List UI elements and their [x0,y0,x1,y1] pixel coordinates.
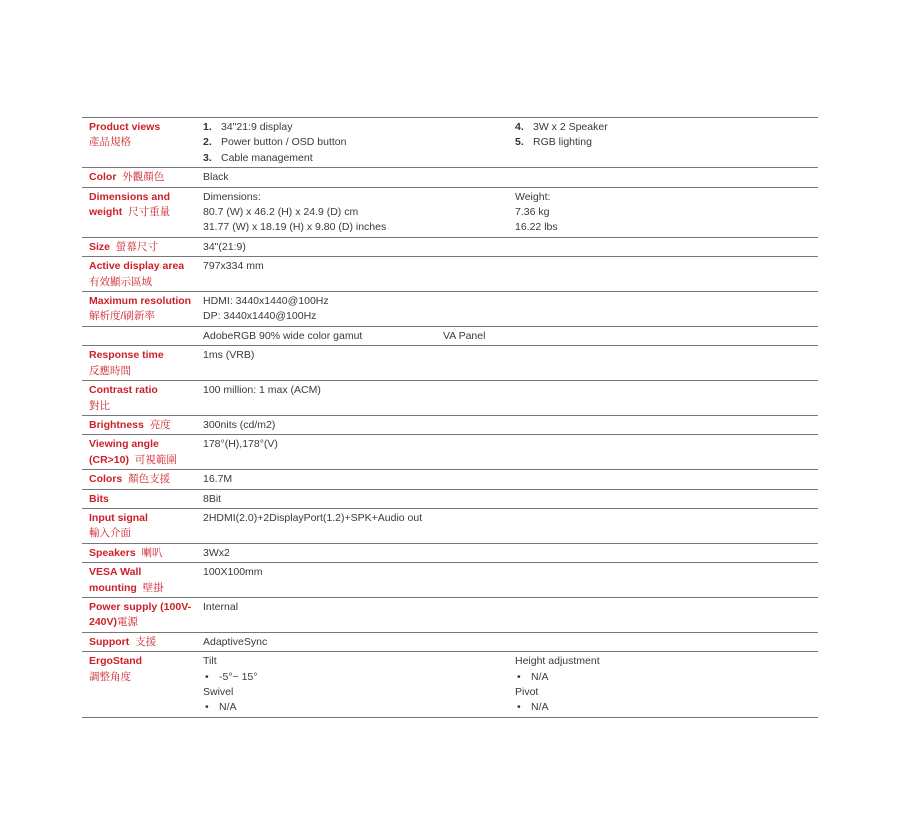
item-text: 34"21:9 display [221,121,293,133]
ergostand-right [515,654,600,716]
row-value: AdaptiveSync [196,632,818,651]
item-text: RGB lighting [533,136,592,149]
dimensions-block [203,190,515,236]
label-zh: 喇叭 [141,546,163,559]
table-row [82,470,818,489]
row-value [196,187,818,237]
list-item [515,120,608,135]
row-label [82,652,196,718]
label-en: Bits [89,492,109,505]
table-row [82,415,818,434]
row-label [82,415,196,434]
item-number: 5. [515,136,524,149]
label-zh: 產品規格 [89,136,131,149]
spec-table [82,117,818,718]
label-en: Contrast ratio [89,384,158,397]
product-views-list-right [515,120,608,166]
swivel-list [203,700,515,715]
height-label: Height adjustment [515,655,600,668]
row-label [82,381,196,416]
row-value: 3Wx2 [196,543,818,562]
row-value: Black [196,168,818,187]
panel-type: VA Panel [443,329,486,342]
label-en: VESA Wall mounting [89,566,142,594]
table-row [82,326,818,345]
table-row [82,563,818,598]
table-row [82,435,818,470]
table-row [82,292,818,327]
table-row [82,346,818,381]
height-list [515,670,600,685]
label-en: Viewing angle (CR>10) [89,438,159,466]
row-value [196,118,818,168]
item-text: Cable management [221,151,313,164]
item-number: 3. [203,151,212,164]
label-en: ErgoStand [89,655,143,668]
label-en: Brightness [89,418,144,431]
item-number: 2. [203,136,212,149]
row-label [82,435,196,470]
label-zh: 亮度 [149,418,171,431]
pivot-label: Pivot [515,686,539,698]
label-zh: 尺寸重量 [128,206,171,219]
label-en: Dimensions and weight [89,190,171,219]
resolution-dp: DP: 3440x1440@100Hz [203,310,317,323]
row-label [82,563,196,598]
item-number: 1. [203,121,212,133]
list-item [203,135,515,150]
table-row [82,508,818,543]
table-row [82,652,818,718]
label-en: Color [89,171,117,184]
label-zh: 反應時間 [89,364,131,377]
table-row [82,381,818,416]
row-value [196,652,818,718]
label-en: Maximum resolution [89,295,192,308]
row-value: 34"(21:9) [196,237,818,256]
label-zh: 輸入介面 [89,527,131,540]
row-value: 100 million: 1 max (ACM) [196,381,818,416]
row-label [82,257,196,292]
row-label [82,508,196,543]
list-item [515,135,608,150]
item-text: Power button / OSD button [221,136,347,149]
label-zh: 可視範圍 [134,453,177,466]
row-value [196,292,818,327]
list-item: • N/A [203,700,515,715]
label-en: Speakers [89,546,136,559]
table-row [82,632,818,651]
label-en: Colors [89,473,123,486]
label-zh: 對比 [89,399,110,412]
resolution-hdmi: HDMI: 3440x1440@100Hz [203,295,329,308]
label-zh: 螢幕尺寸 [115,240,158,253]
table-row [82,543,818,562]
ergostand-left [203,654,515,716]
row-label [82,489,196,508]
weight-block [515,190,558,236]
label-zh: 顏色支援 [128,473,171,486]
row-label [82,187,196,237]
row-value: 178°(H),178°(V) [196,435,818,470]
row-label [82,470,196,489]
row-value: 797x334 mm [196,257,818,292]
label-zh: 調整角度 [89,670,131,683]
row-value [196,326,818,345]
row-value: 16.7M [196,470,818,489]
row-value: 100X100mm [196,563,818,598]
label-zh: 有效顯示區域 [89,275,152,288]
list-item: • -5°~ 15° [203,670,515,685]
table-row [82,257,818,292]
tilt-label: Tilt [203,655,217,668]
row-label [82,118,196,168]
label-en: Power supply (100V-240V) [89,600,192,629]
row-value: 1ms (VRB) [196,346,818,381]
dimensions-cm: 80.7 (W) x 46.2 (H) x 24.9 (D) cm [203,206,359,219]
table-row [82,597,818,632]
row-value: 8Bit [196,489,818,508]
label-zh: 支援 [135,635,157,648]
table-row [82,237,818,256]
weight-lbs: 16.22 lbs [515,221,558,234]
row-label [82,168,196,187]
row-label [82,237,196,256]
label-zh: 壁掛 [142,581,164,594]
label-zh: 外觀顏色 [122,171,165,184]
label-en: Active display area [89,260,185,273]
row-label [82,292,196,327]
row-label [82,632,196,651]
pivot-list [515,700,600,715]
item-text: 3W x 2 Speaker [533,121,608,133]
table-row [82,187,818,237]
tilt-list [203,670,515,685]
weight-title: Weight: [515,190,551,203]
list-item [203,120,515,135]
swivel-label: Swivel [203,686,234,698]
label-en: Response time [89,349,164,362]
weight-kg: 7.36 kg [515,206,550,219]
list-item [203,151,515,166]
row-label [82,543,196,562]
row-value: Internal [196,597,818,632]
row-label [82,597,196,632]
label-en: Product views [89,121,161,133]
row-value: 2HDMI(2.0)+2DisplayPort(1.2)+SPK+Audio out [196,508,818,543]
table-row [82,118,818,168]
color-gamut: AdobeRGB 90% wide color gamut [203,329,363,342]
dimensions-title: Dimensions: [203,190,261,203]
label-en: Input signal [89,511,148,524]
table-row [82,489,818,508]
label-zh: 解析度/刷新率 [89,310,155,323]
list-item: • N/A [515,700,600,715]
item-number: 4. [515,121,524,133]
list-item: • N/A [515,670,600,685]
row-label [82,346,196,381]
label-zh: 電源 [117,616,139,629]
dimensions-inches: 31.77 (W) x 18.19 (H) x 9.80 (D) inches [203,221,387,234]
product-views-list [203,120,515,166]
label-en: Size [89,240,111,253]
row-label-empty [82,326,196,345]
table-row [82,168,818,187]
row-value: 300nits (cd/m2) [196,415,818,434]
label-en: Support [89,635,130,648]
